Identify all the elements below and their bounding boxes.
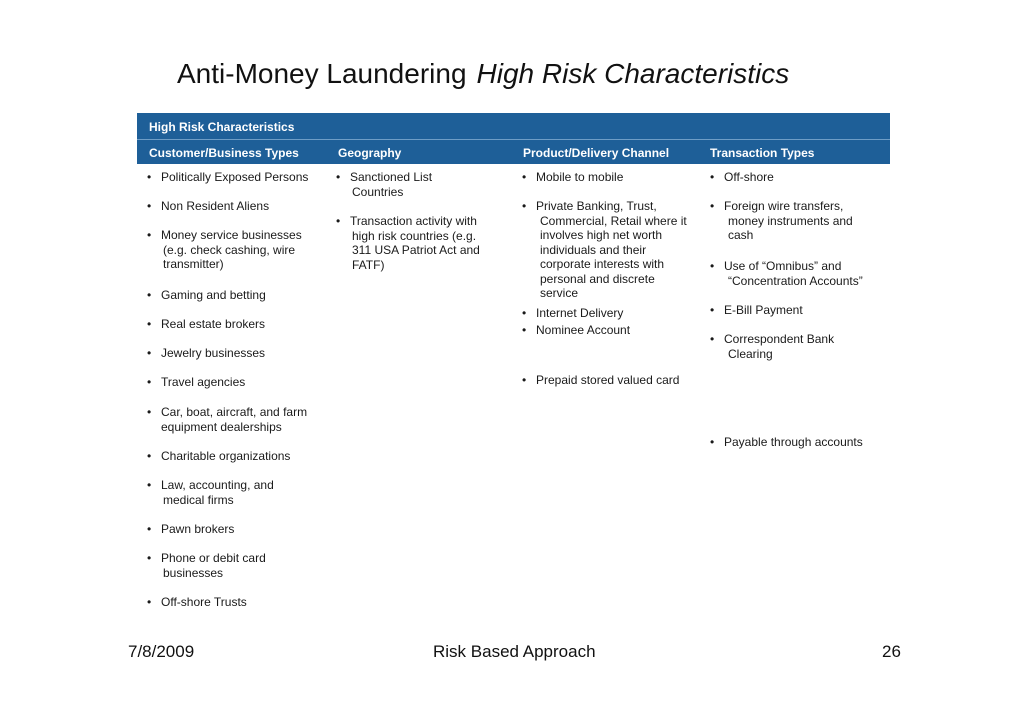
list-item: • Law, accounting, and medical firms bbox=[147, 478, 274, 507]
list-item: • Jewelry businesses bbox=[147, 346, 266, 360]
list-item: • Non Resident Aliens bbox=[147, 199, 270, 213]
footer-date: 7/8/2009 bbox=[128, 642, 195, 661]
list-item: • Charitable organizations bbox=[147, 449, 291, 463]
list-item: • Off-shore bbox=[710, 170, 774, 184]
band-title: High Risk Characteristics bbox=[149, 120, 295, 134]
list-item: • Money service businesses (e.g. check cashing, wire transmitter) bbox=[147, 228, 302, 271]
footer-page-number: 26 bbox=[882, 642, 901, 661]
list-item: • Travel agencies bbox=[147, 375, 246, 389]
list-item: • Mobile to mobile bbox=[522, 170, 624, 184]
col-header-transaction: Transaction Types bbox=[710, 146, 815, 160]
list-item: • Politically Exposed Persons bbox=[147, 170, 309, 184]
col-header-customer: Customer/Business Types bbox=[149, 146, 299, 160]
list-item: • E-Bill Payment bbox=[710, 303, 803, 317]
footer-center-text: Risk Based Approach bbox=[433, 642, 596, 661]
table-header-band bbox=[137, 113, 890, 164]
list-item: • Transaction activity with high risk countries (e.g. 311 USA Patriot Act and FATF) bbox=[336, 214, 480, 272]
col-header-product: Product/Delivery Channel bbox=[523, 146, 670, 160]
list-item: • Use of “Omnibus” and “Concentration Accounts” bbox=[710, 259, 863, 288]
list-item: • Real estate brokers bbox=[147, 317, 266, 331]
list-item: • Car, boat, aircraft, and farm equipment dealerships bbox=[147, 405, 308, 434]
slide-title bbox=[177, 58, 789, 90]
list-item: • Private Banking, Trust, Commercial, Retail where it involves high net worth individuals and their corporate interests with personal and discrete service bbox=[522, 199, 687, 300]
band-divider bbox=[137, 139, 890, 140]
list-item: • Foreign wire transfers, money instruments and cash bbox=[710, 199, 853, 242]
list-item: • Payable through accounts bbox=[710, 435, 863, 449]
col-header-geography: Geography bbox=[338, 146, 402, 160]
list-item: • Phone or debit card businesses bbox=[147, 551, 266, 580]
slide-title-main: Anti-Money Laundering bbox=[177, 58, 467, 89]
list-item: • Off-shore Trusts bbox=[147, 595, 247, 609]
slide-title-italic: High Risk Characteristics bbox=[476, 58, 790, 89]
list-item: • Internet Delivery bbox=[522, 306, 624, 320]
list-item: • Prepaid stored valued card bbox=[522, 373, 680, 387]
list-item: • Gaming and betting bbox=[147, 288, 266, 302]
list-item: • Correspondent Bank Clearing bbox=[710, 332, 835, 361]
list-item: • Pawn brokers bbox=[147, 522, 235, 536]
list-item: • Sanctioned List Countries bbox=[336, 170, 433, 199]
list-item: • Nominee Account bbox=[522, 323, 631, 337]
